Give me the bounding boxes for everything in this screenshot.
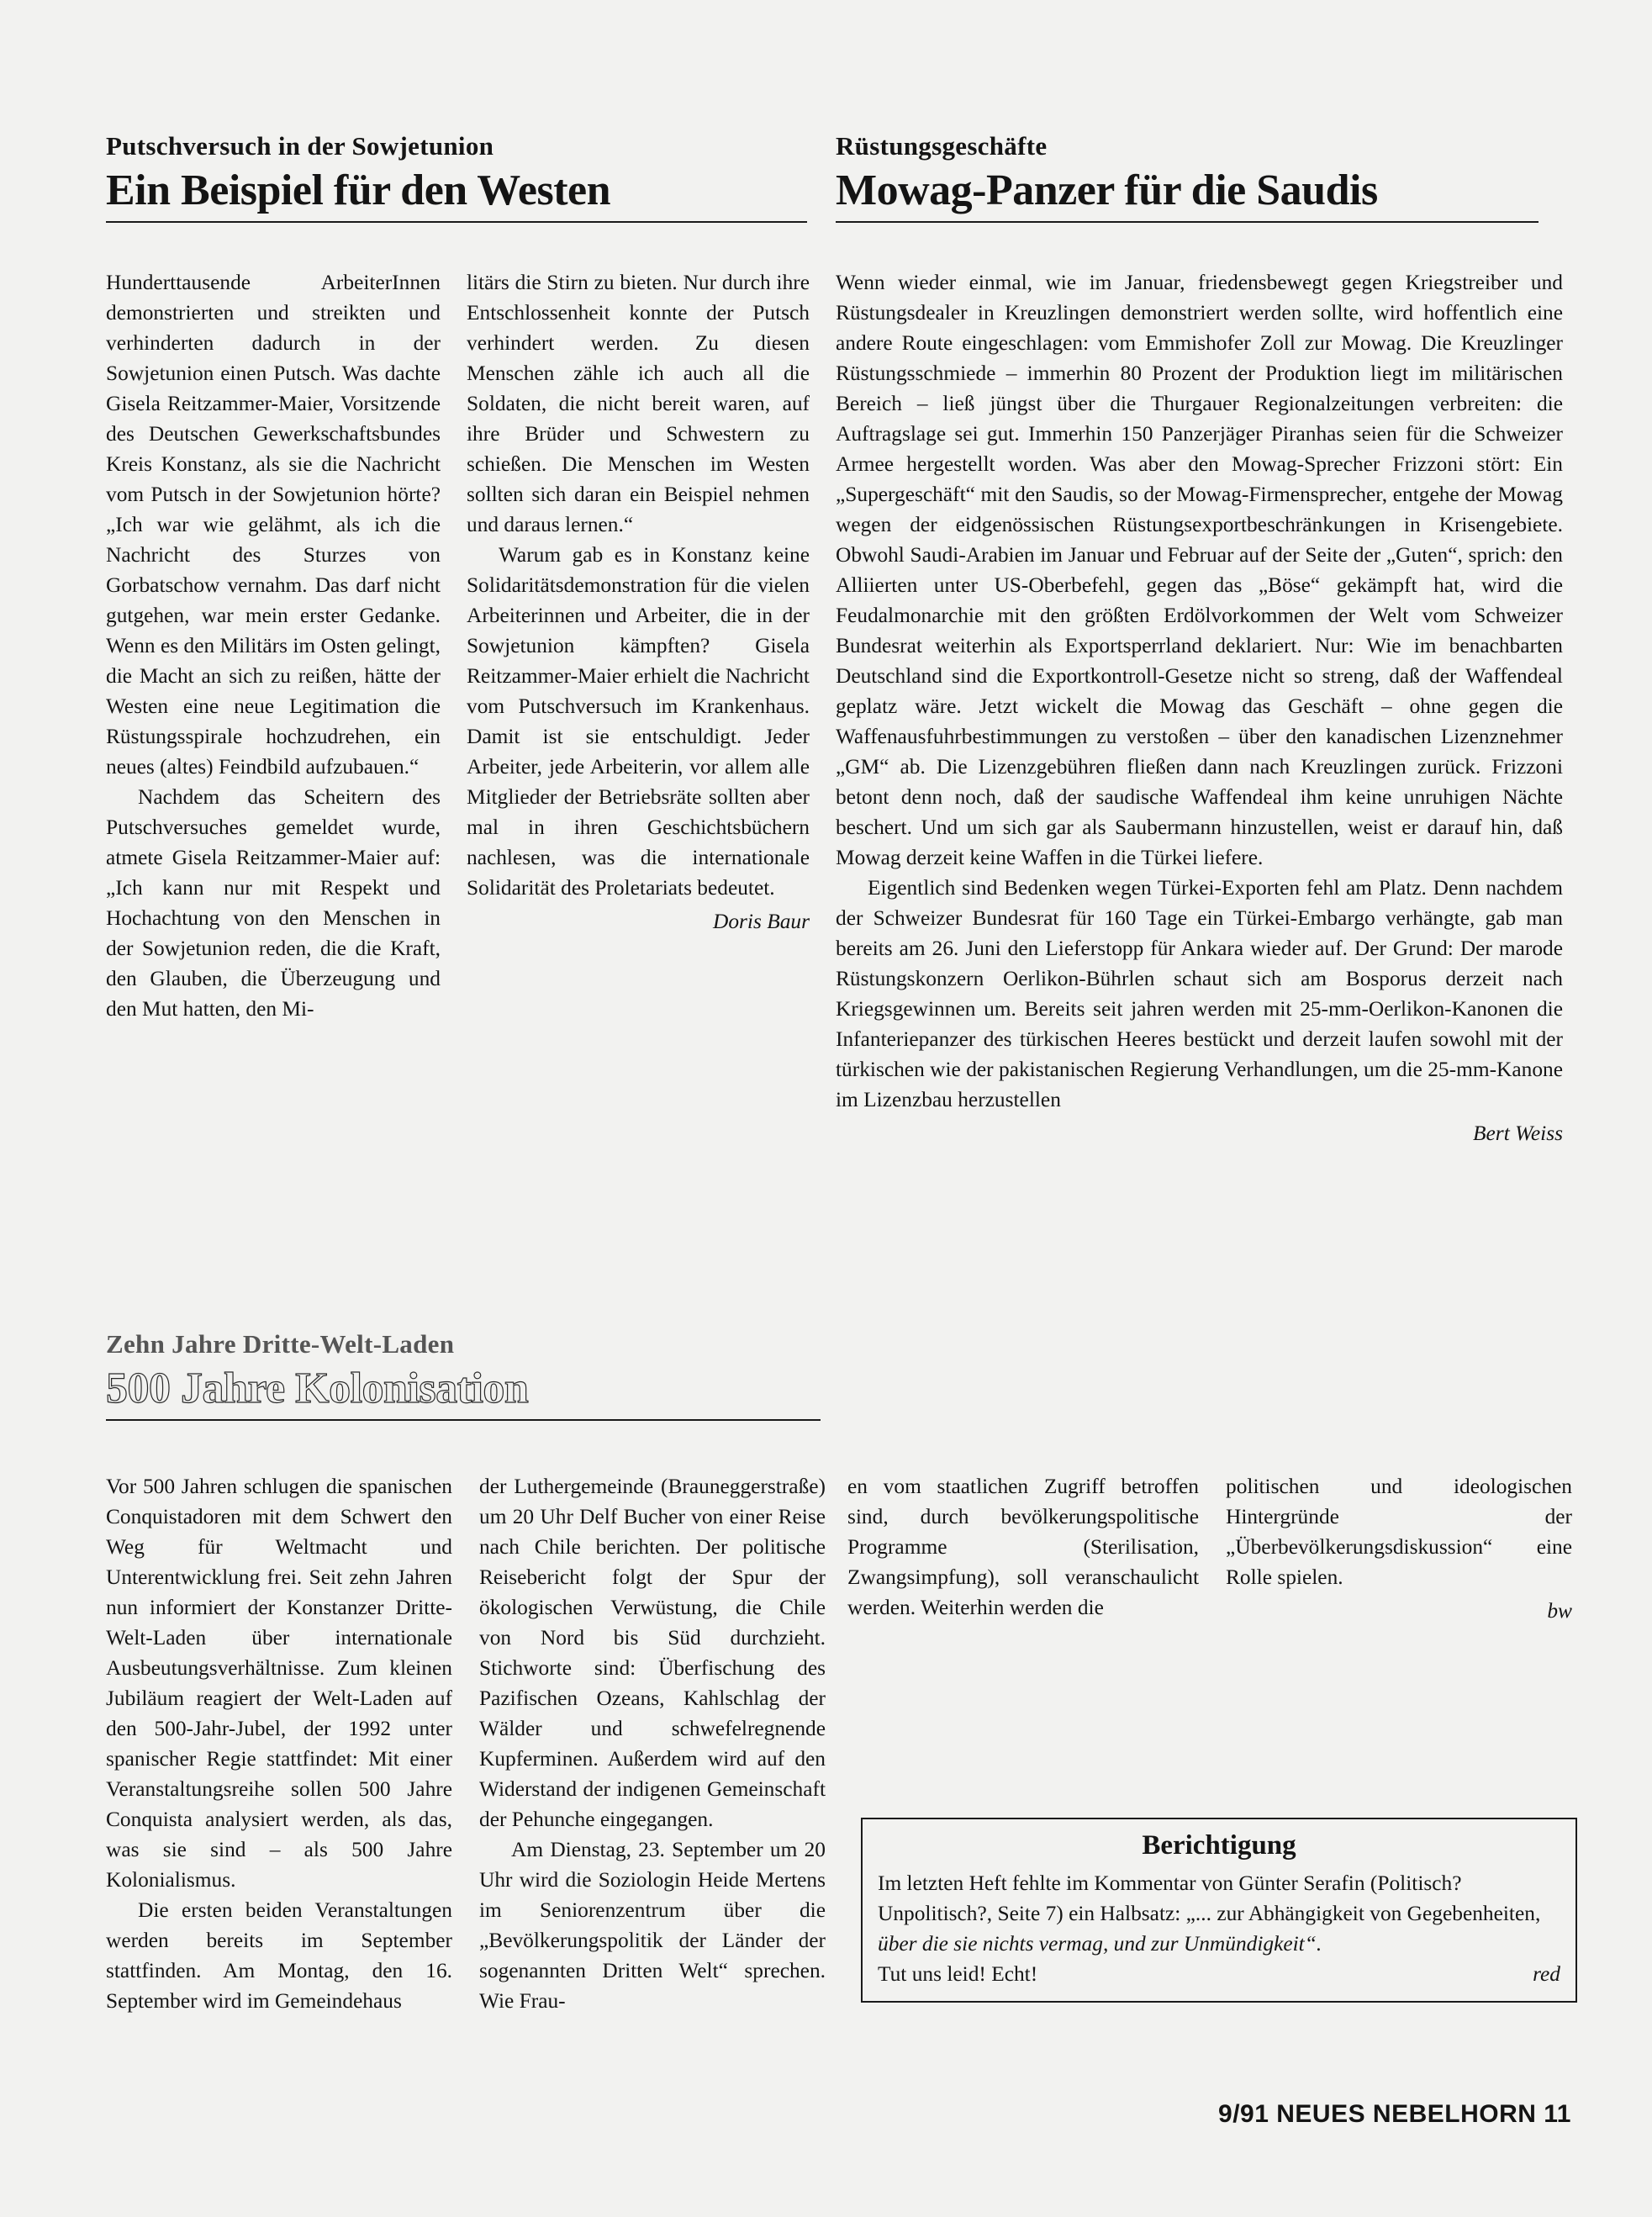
- paragraph: Warum gab es in Konstanz keine Solidaritätsdemonstration für die vielen Arbeiterinnen und Arbeiter, die in der Sowjetunion kämpften? Gisela Reitzammer-Maier erhielt die Nachricht vom Putschversuch im Krankenhaus. Damit ist sie entschuldigt. Jeder Arbeiter, jede Arbeiterin, vor allem alle Mitglieder der Betriebsräte sollten aber mal in ihren Geschichtsbüchern nachlesen, was die internationale Solidarität des Proletariats bedeutet.: [467, 543, 810, 900]
- article-mowag-body: [836, 267, 1563, 1148]
- kicker: Rüstungsgeschäfte: [836, 131, 1048, 161]
- article-putsch: [106, 130, 807, 251]
- author: red: [1533, 1961, 1560, 1986]
- headline: 500 Jahre Kolonisation: [106, 1365, 529, 1413]
- paragraph: Vor 500 Jahren schlugen die spanischen Conquistadoren mit dem Schwert den Weg für Weltmacht und Unterentwicklung frei. Seit zehn Jahren nun informiert der Konstanzer Dritte-Welt-Laden über internationale Ausbeutungsverhältnisse. Zum kleinen Jubiläum reagiert der Welt-Laden auf den 500-Jahr-Jubel, der 1992 unter spanischer Regie stattfindet: Mit einer Veranstaltungsreihe sollen 500 Jahre Conquista analysiert werden, als das, was sie sind – als 500 Jahre Kolonialismus.: [106, 1475, 452, 1892]
- kicker: Putschversuch in der Sowjetunion: [106, 131, 494, 161]
- correction-italic: über die sie nichts vermag, und zur Unmündigkeit“.: [878, 1931, 1322, 1956]
- headline: Ein Beispiel für den Westen: [106, 166, 611, 215]
- page-footer: 9/91 NEUES NEBELHORN 11: [1218, 2100, 1571, 2128]
- kicker: Zehn Jahre Dritte-Welt-Laden: [106, 1329, 455, 1359]
- paragraph: Nachdem das Scheitern des Putschversuches gemeldet wurde, atmete Gisela Reitzammer-Maier auf: „Ich kann nur mit Respekt und Hochachtung von den Menschen in der Sowjetunion reden, die die Kraft, den Glauben, die Überzeugung und den Mut hatten, den Mi-: [106, 785, 441, 1021]
- paragraph: politischen und ideologischen Hintergründe der „Überbevölkerungsdiskussion“ eine Rolle spielen.: [1226, 1475, 1572, 1589]
- paragraph: Am Dienstag, 23. September um 20 Uhr wird die Soziologin Heide Mertens im Seniorenzentrum über die „Bevölkerungspolitik der Länder der sogenannten Dritten Welt“ sprechen. Wie Frau-: [479, 1838, 826, 2013]
- author: Doris Baur: [713, 910, 810, 933]
- paragraph: Wenn wieder einmal, wie im Januar, friedensbewegt gegen Kriegstreiber und Rüstungsdealer in Kreuzlingen demonstriert werden sollte, wird hoffentlich eine andere Route eingeschlagen: vom Emmishofer Zoll zur Mowag. Die Kreuzlinger Rüstungsschmiede – immerhin 80 Prozent der Produktion liegt im militärischen Bereich – ließ jüngst über die Thurgauer Regionalzeitungen verbreiten: die Auftragslage sei gut. Immerhin 150 Panzerjäger Piranhas seien für die Schweizer Armee hergestellt worden. Was aber den Mowag-Sprecher Frizzoni stört: Ein „Supergeschäft“ mit den Saudis, so der Mowag-Firmensprecher, entgehe der Mowag wegen der eidgenössischen Rüstungsexportbeschränkungen in Krisengebiete. Obwohl Saudi-Arabien im Januar und Februar auf der Seite der „Guten“, sprich: den Alliierten unter US-Oberbefehl, gegen das „Böse“ gekämpft hat, wird die Feudalmonarchie mit den größten Erdölvorkommen der Welt vom Schweizer Bundesrat weiterhin als Exportsperrland deklariert. Nur: Wie im benachbarten Deutschland sind die Exportkontroll-Gesetze nicht so streng, daß der Waffendeal geplatz wäre. Jetzt wickelt die Mowag das Geschäft – ohne gegen die Waffenausfuhrbestimmungen zu verstoßen – über den kanadischen Lizenznehmer „GM“ ab. Die Lizenzgebühren fließen dann nach Kreuzlingen zurück. Frizzoni betont denn noch, daß der saudische Waffendeal ihm keine unruhigen Nächte beschert. Und um sich gar als Saubermann hinzustellen, weist er darauf hin, daß Mowag derzeit keine Waffen in die Türkei liefere.: [836, 271, 1563, 869]
- divider: [106, 221, 807, 223]
- correction-body: Im letzten Heft fehlte im Kommentar von Günter Serafin (Politisch? Unpolitisch?, Seite 7) ein Halbsatz: „... zur Abhängigkeit von Gegebenheiten,: [878, 1871, 1541, 1925]
- article-kolonisation-column-1: [106, 1471, 452, 2016]
- correction-text: [878, 1868, 1560, 1959]
- paragraph: litärs die Stirn zu bieten. Nur durch ihre Entschlossenheit konnte der Putsch verhindert werden. Zu diesen Menschen zähle ich auch all die Soldaten, die nicht bereit waren, auf ihre Brüder und Schwestern zu schießen. Die Menschen im Westen sollten sich daran ein Beispiel nehmen und daraus lernen.“: [467, 271, 810, 536]
- article-kolonisation-column-2: [479, 1471, 826, 2016]
- author: bw: [1547, 1599, 1572, 1623]
- article-putsch-column-1: [106, 267, 441, 1024]
- paragraph: en vom staatlichen Zugriff betroffen sind, durch bevölkerungspolitische Programme (Sterilisation, Zwangsimpfung), soll veranschaulicht werden. Weiterhin werden die: [847, 1475, 1199, 1619]
- divider: [836, 221, 1539, 223]
- correction-box: [861, 1818, 1577, 2003]
- paragraph: Hunderttausende ArbeiterInnen demonstrierten und streikten und verhinderten dadurch in der Sowjetunion einen Putsch. Was dachte Gisela Reitzammer-Maier, Vorsitzende des Deutschen Gewerkschaftsbundes Kreis Konstanz, als sie die Nachricht vom Putsch in der Sowjetunion hörte? „Ich war wie gelähmt, als ich die Nachricht des Sturzes von Gorbatschow vernahm. Das darf nicht gutgehen, war mein erster Gedanke. Wenn es den Militärs im Osten gelingt, die Macht an sich zu reißen, hätte der Westen eine neue Legitimation die Rüstungsspirale hochzudrehen, ein neues (altes) Feindbild aufzubauen.“: [106, 271, 441, 779]
- headline: Mowag-Panzer für die Saudis: [836, 166, 1378, 215]
- correction-title: Berichtigung: [1142, 1830, 1296, 1861]
- article-kolonisation-column-4: [1226, 1471, 1572, 1626]
- paragraph: Eigentlich sind Bedenken wegen Türkei-Exporten fehl am Platz. Denn nachdem der Schweizer Bundesrat für 160 Tage ein Türkei-Embargo verhängte, gab man bereits am 26. Juni den Lieferstopp für Ankara wieder auf. Der Grund: Der marode Rüstungskonzern Oerlikon-Bührlen schaut sich am Bosporus derzeit nach Kriegsgewinnen um. Bereits seit jahren werden mit 25-mm-Oerlikon-Kanonen die Infanteriepanzer des türkischen Heeres bestückt und derzeit laufen sowohl mit der türkischen wie der pakistanischen Regierung Verhandlungen, um die 25-mm-Kanone im Lizenzbau herzustellen: [836, 876, 1563, 1111]
- paragraph: Die ersten beiden Veranstaltungen werden bereits im September stattfinden. Am Montag, den 16. September wird im Gemeindehaus: [106, 1898, 452, 2013]
- paragraph: der Luthergemeinde (Brauneggerstraße) um 20 Uhr Delf Bucher von einer Reise nach Chile berichten. Der politische Reisebericht folgt der Spur der ökologischen Verwüstung, die Chile von Nord bis Süd durchzieht. Stichworte sind: Überfischung des Pazifischen Ozeans, Kahlschlag der Wälder und schwefelregnende Kupferminen. Außerdem wird auf den Widerstand der indigenen Gemeinschaft der Pehunche eingegangen.: [479, 1475, 826, 1831]
- correction-line-last: [878, 1959, 1560, 1989]
- correction-closing: Tut uns leid! Echt!: [878, 1961, 1038, 1986]
- article-mowag: [836, 130, 1539, 251]
- divider: [106, 1419, 821, 1421]
- author: Bert Weiss: [1473, 1122, 1563, 1145]
- article-kolonisation: [106, 1328, 821, 1449]
- article-putsch-column-2: [467, 267, 810, 937]
- article-kolonisation-column-3: [847, 1471, 1199, 1623]
